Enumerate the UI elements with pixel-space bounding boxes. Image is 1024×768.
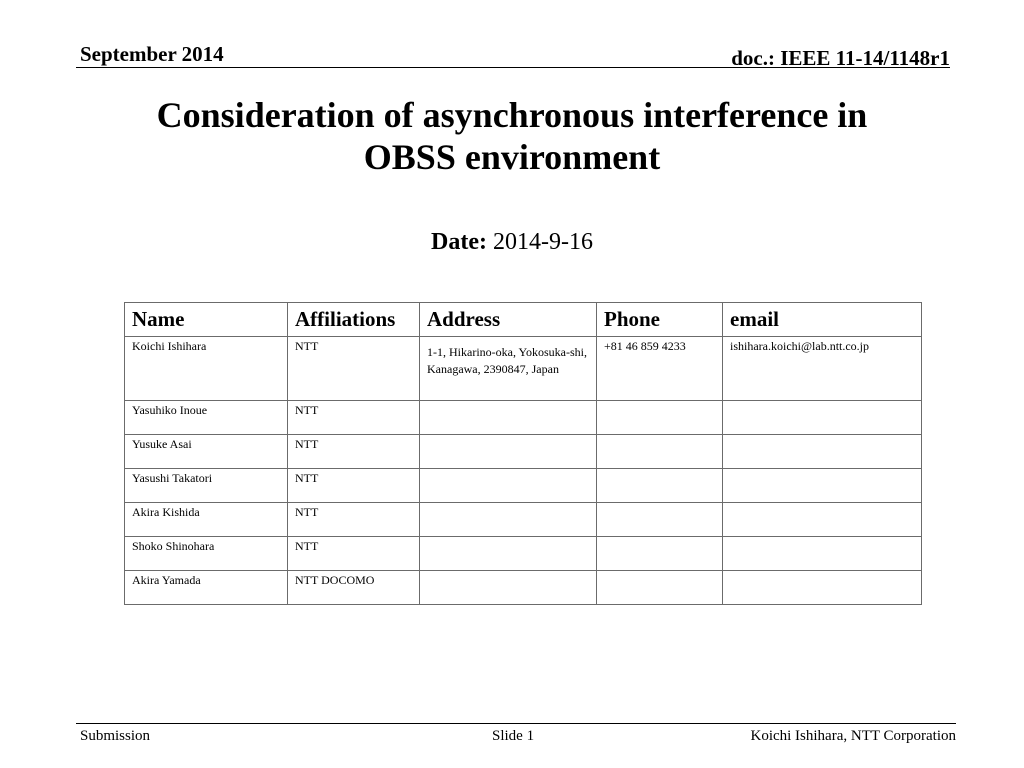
cell-email: [723, 503, 922, 537]
column-header-affiliations: Affiliations: [288, 303, 420, 337]
cell-name: Akira Kishida: [125, 503, 288, 537]
cell-address-text: 1-1, Hikarino-oka, Yokosuka-shi, Kanagawa, 2390847, Japan: [427, 345, 587, 376]
cell-affiliation: NTT: [288, 537, 420, 571]
table-row: [125, 337, 922, 401]
column-header-name: Name: [125, 303, 288, 337]
authors-table: [124, 302, 922, 605]
cell-name: Yusuke Asai: [125, 435, 288, 469]
header-divider: [76, 67, 950, 68]
cell-email: [723, 537, 922, 571]
cell-affiliation: NTT: [288, 401, 420, 435]
table-row: [125, 571, 922, 605]
table-row: [125, 537, 922, 571]
cell-affiliation: NTT: [288, 469, 420, 503]
header-doc-id: doc.: IEEE 11-14/1148r1: [731, 46, 950, 70]
cell-address: [420, 469, 597, 503]
cell-phone: [597, 469, 723, 503]
cell-address: [420, 435, 597, 469]
slide-title-line-1: Consideration of asynchronous interference in: [156, 95, 868, 135]
cell-email: [723, 435, 922, 469]
table-header-row: [125, 303, 922, 337]
date-value: 2014-9-16: [492, 229, 593, 255]
footer-divider: [76, 723, 956, 724]
cell-name: Koichi Ishihara: [125, 337, 288, 401]
date-line: [0, 229, 1024, 256]
cell-email: [723, 571, 922, 605]
cell-affiliation: NTT: [288, 435, 420, 469]
date-label: Date:: [431, 229, 487, 255]
column-header-address: Address: [420, 303, 597, 337]
cell-name: Shoko Shinohara: [125, 537, 288, 571]
cell-affiliation: NTT DOCOMO: [288, 571, 420, 605]
cell-address: [420, 537, 597, 571]
slide-title: [62, 94, 962, 178]
header-date: September 2014: [80, 42, 224, 66]
table-row: [125, 435, 922, 469]
cell-name: Yasuhiko Inoue: [125, 401, 288, 435]
table-row: [125, 401, 922, 435]
cell-affiliation: NTT: [288, 503, 420, 537]
cell-address: [420, 401, 597, 435]
cell-phone: [597, 571, 723, 605]
cell-email: [723, 401, 922, 435]
cell-email: ishihara.koichi@lab.ntt.co.jp: [723, 337, 922, 401]
cell-address: [420, 503, 597, 537]
footer-slide-number: Slide 1: [492, 728, 535, 744]
cell-affiliation: NTT: [288, 337, 420, 401]
cell-email: [723, 469, 922, 503]
cell-name: Akira Yamada: [125, 571, 288, 605]
cell-phone: [597, 537, 723, 571]
cell-address: [420, 571, 597, 605]
cell-name: Yasushi Takatori: [125, 469, 288, 503]
column-header-email: email: [723, 303, 922, 337]
table-row: [125, 469, 922, 503]
column-header-phone: Phone: [597, 303, 723, 337]
cell-phone: [597, 401, 723, 435]
footer-submission: Submission: [80, 728, 151, 744]
cell-phone: [597, 503, 723, 537]
cell-phone: +81 46 859 4233: [597, 337, 723, 401]
cell-phone: [597, 435, 723, 469]
table-row: [125, 503, 922, 537]
footer-author: Koichi Ishihara, NTT Corporation: [750, 728, 956, 744]
slide-title-line-2: OBSS environment: [363, 137, 661, 177]
cell-address: [420, 337, 597, 401]
